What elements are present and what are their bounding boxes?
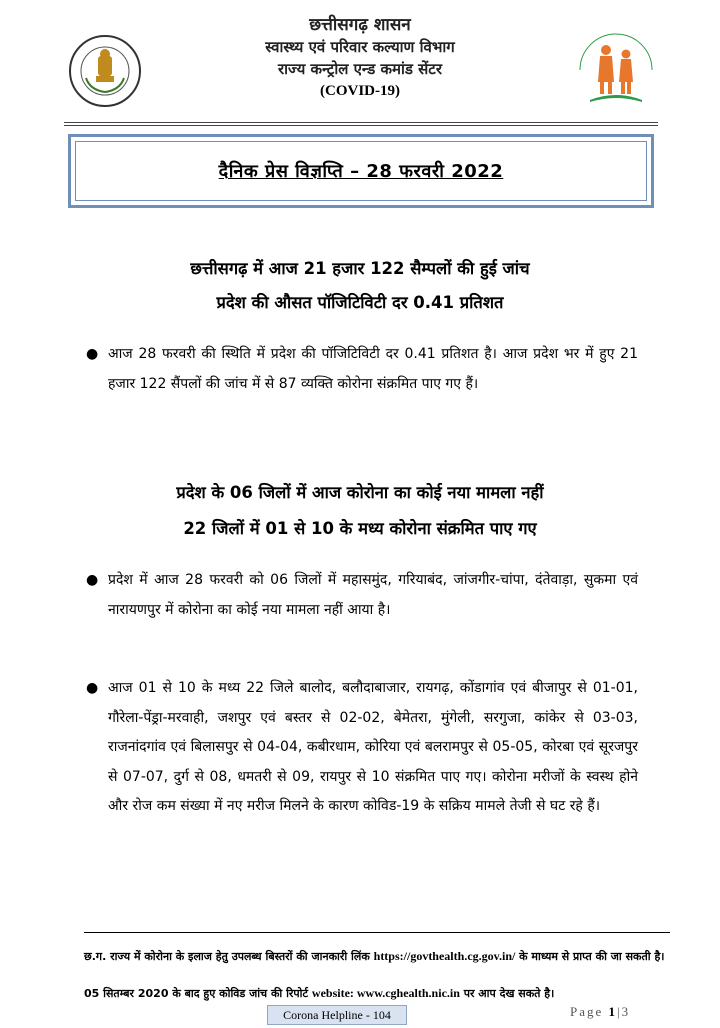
footer-bed-info bbox=[84, 948, 670, 965]
press-release-title: दैनिक प्रेस विज्ञप्ति – 28 फरवरी 2022 bbox=[218, 161, 504, 182]
bullet-positivity bbox=[86, 340, 638, 399]
bullet-text: आज 28 फरवरी की स्थिति में प्रदेश की पॉजिटिविटी दर 0.41 प्रतिशत है। आज प्रदेश भर में हुए 21 हजार 122 सैंपलों की जांच में से 87 व्यक्ति कोरोना संक्रमित पाए गए हैं। bbox=[108, 346, 638, 392]
page-label: Page bbox=[570, 1004, 604, 1019]
header-rule-2 bbox=[64, 125, 658, 126]
cghealth-link[interactable]: website: www.cghealth.nic.in bbox=[311, 986, 460, 1000]
bullet-no-new-cases bbox=[86, 566, 638, 625]
department-name: स्वास्थ्य एवं परिवार कल्याण विभाग bbox=[265, 38, 455, 56]
headline-1: छत्तीसगढ़ में आज 21 हजार 122 सैम्पलों की हुई जांच bbox=[190, 259, 530, 278]
footer-text-1: छ.ग. राज्य में कोरोना के इलाज हेतु उपलब्ध बिस्तरों की जानकारी लिंक bbox=[84, 950, 374, 963]
govthealth-link[interactable]: https://govthealth.cg.gov.in/ bbox=[373, 949, 516, 963]
footer-report-info bbox=[84, 985, 670, 1002]
page-number: Page 1|3 bbox=[570, 1004, 631, 1019]
footer-rule bbox=[84, 932, 670, 933]
bullet-icon: ● bbox=[86, 680, 99, 696]
bullet-text: आज 01 से 10 के मध्य 22 जिले बालोद, बलौदाबाजार, रायगढ़, कोंडागांव एवं बीजापुर से 01-01, गौरेला-पेंड्रा-मरवाही, जशपुर एवं बस्तर से 02-02, बेमेतरा, मुंगेली, सरगुजा, कांकेर से 03-03, राजनांदगांव एवं बिलासपुर से 04-04, कबीरधाम, कोरिया एवं बलरामपुर से 05-05, कोरबा एवं सूरजपुर से 07-07, दुर्ग से 08, धमतरी से 09, रायपुर से 10 संक्रमित पाए गए। कोरोना मरीजों के स्वस्थ होने और रोज कम संख्या में नए मरीज मिलने के कारण कोविड-19 के सक्रिय मामले तेजी से घट रहे हैं। bbox=[108, 680, 638, 814]
bullet-icon: ● bbox=[86, 346, 99, 362]
footer-text-1b: के माध्यम से प्राप्त की जा सकती है। bbox=[515, 950, 665, 963]
helpline-badge: Corona Helpline - 104 bbox=[267, 1005, 407, 1025]
swasth-chhattisgarh-logo-icon bbox=[570, 30, 662, 110]
footer-text-2b: पर आप देख सकते है। bbox=[459, 987, 555, 1000]
bullet-district-cases bbox=[86, 674, 638, 822]
govt-name: छत्तीसगढ़ शासन bbox=[309, 15, 411, 35]
title-box bbox=[68, 134, 654, 208]
control-centre-name: राज्य कन्ट्रोल एन्ड कमांड सेंटर bbox=[278, 60, 442, 78]
page-current: 1 bbox=[608, 1004, 618, 1019]
footer-text-2: 05 सितम्बर 2020 के बाद हुए कोविड जांच की रिपोर्ट bbox=[84, 987, 312, 1000]
headline-2: प्रदेश की औसत पॉजिटिविटी दर 0.41 प्रतिशत bbox=[216, 293, 504, 312]
headline-4: 22 जिलों में 01 से 10 के मध्य कोरोना संक्रमित पाए गए bbox=[183, 519, 537, 538]
bullet-text: प्रदेश में आज 28 फरवरी को 06 जिलों में महासमुंद, गरियाबंद, जांजगीर-चांपा, दंतेवाड़ा, सुकमा एवं नारायणपुर में कोरोना का कोई नया मामला नहीं आया है। bbox=[108, 572, 638, 618]
headline-3: प्रदेश के 06 जिलों में आज कोरोना का कोई नया मामला नहीं bbox=[176, 483, 544, 502]
header-rule bbox=[64, 122, 658, 123]
page-total: 3 bbox=[621, 1004, 631, 1019]
bullet-icon: ● bbox=[86, 572, 99, 588]
covid-label: (COVID-19) bbox=[320, 83, 400, 99]
